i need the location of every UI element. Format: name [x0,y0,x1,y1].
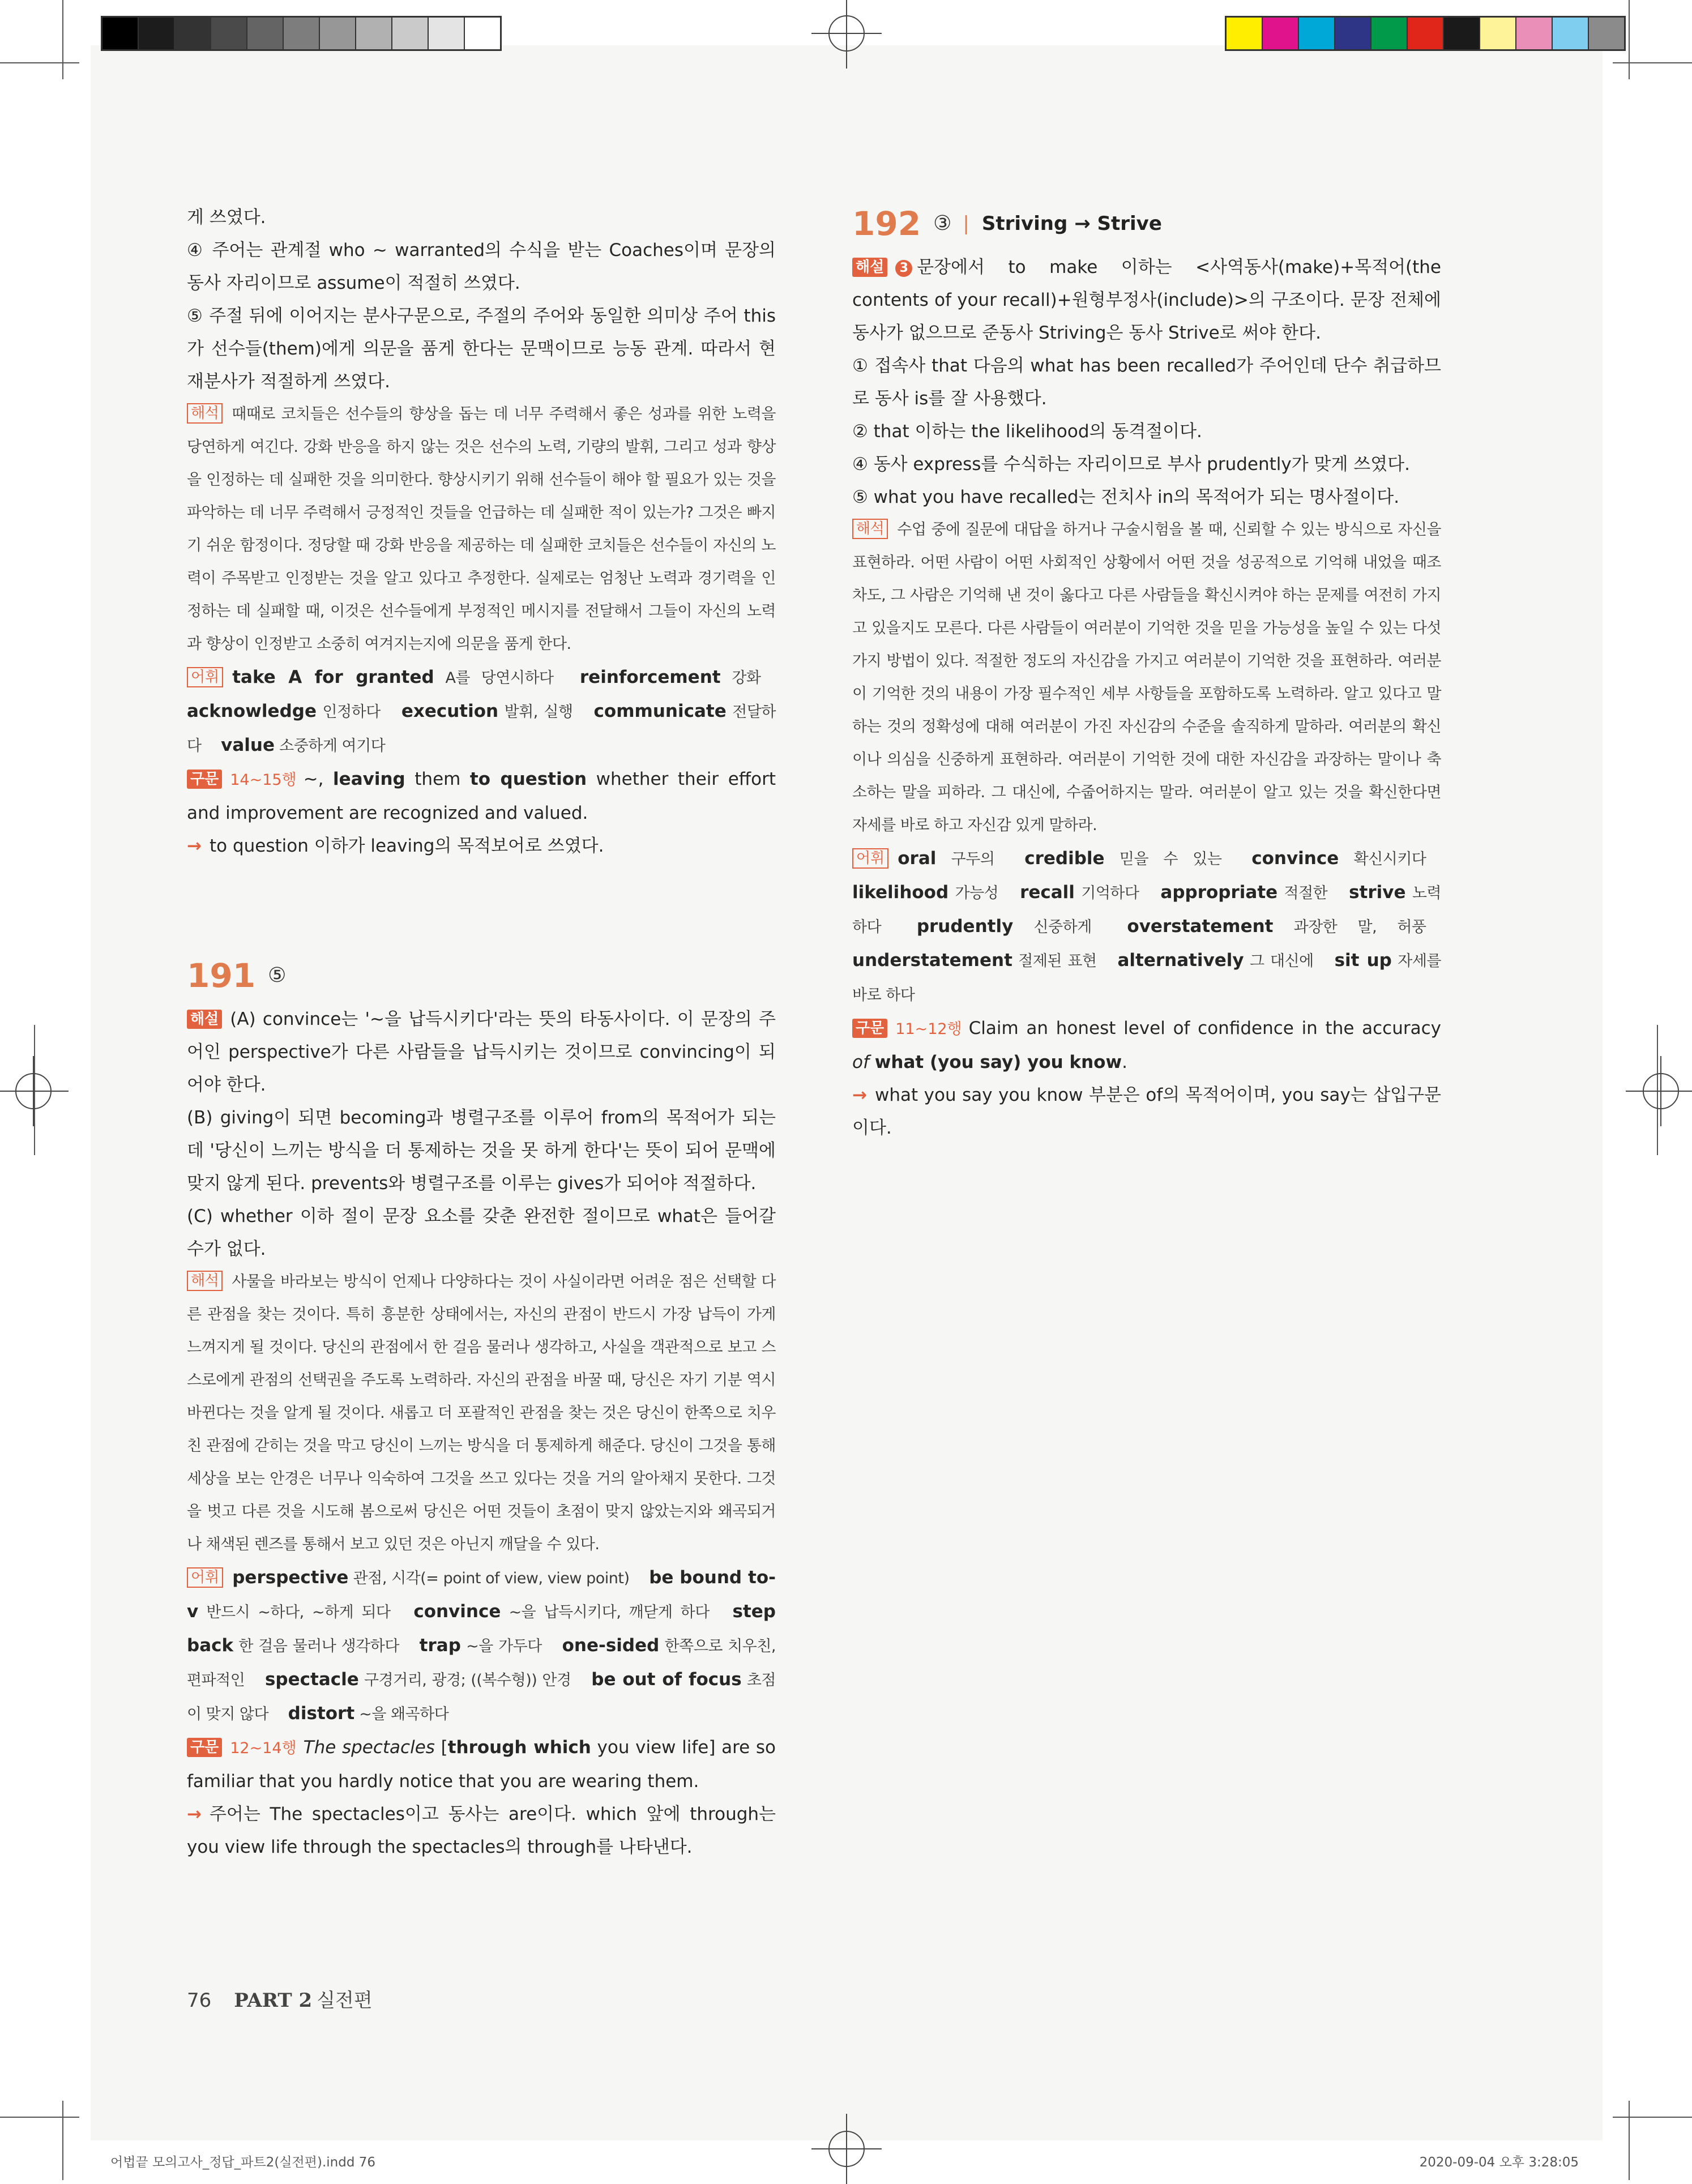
vocab-list [187,1567,776,1724]
arrow-icon: → [187,1804,202,1824]
vocabulary-block [187,1561,776,1731]
syntax-tag: 구문 [187,1738,222,1757]
color-swatch [247,18,284,49]
syntax-text: you view life] are so familiar that you hardly notice that you are wearing them. [187,1737,776,1792]
syntax-tag: 구문 [187,770,222,789]
vocab-term: distort [288,1703,355,1724]
syntax-line-ref: 14~15행 [230,771,297,789]
crop-mark [1613,2117,1692,2118]
vocab-meaning: 한 걸음 물러나 생각하다 [233,1638,420,1655]
syntax-text: ~, [303,769,334,789]
crop-mark [62,2101,63,2180]
syntax-note [187,1798,776,1864]
vocab-meaning: 자세를 바로 하다 [852,952,1441,1004]
vocab-meaning: 강화 [720,669,776,687]
translation-tag: 해석 [187,403,223,424]
explanation-tag: 해설 [187,1010,222,1029]
vocab-term: overstatement [1127,916,1274,937]
explanation-line: 게 쓰였다. [187,207,266,228]
vocab-term: convince [413,1601,501,1622]
color-swatch [1516,18,1553,49]
vocab-term: reinforcement [579,667,721,687]
syntax-italic: of [852,1052,869,1072]
color-swatch [139,18,175,49]
color-swatch [1335,18,1371,49]
translation-tag: 해석 [187,1271,223,1291]
syntax-note-text: to question 이하가 leaving의 목적보어로 쓰였다. [209,836,604,856]
color-swatch [320,18,356,49]
vocab-meaning: 한쪽으로 치우친, 편파적인 [187,1638,776,1689]
gray-swatch-bar [101,16,502,51]
syntax-block [852,1012,1441,1079]
translation-text: 때때로 코치들은 선수들의 향상을 돕는 데 너무 주력해서 좋은 성과를 위한 노력을 당연하게 여긴다. 강화 반응을 하지 않는 것은 선수의 노력, 기량의 발휘, 그리고 성과 향상을 인정하는 데 실패한 것을 의미한다. 향상시키기 위해 선수들이 해야 할 필요가 있는 것을 파악하는 데 너무 주력해서 긍정적인 것들을 언급하는 데 실패한 적이 있는가? 그것은 빠지기 쉬운 함정이다. 정당할 때 강화 반응을 제공하는 데 실패한 코치들은 선수들이 자신의 노력이 주목받고 인정받는 것을 알고 있다고 추정한다. 실제로는 엄청난 노력과 경기력을 인정하는 데 실패할 때, 이것은 선수들에게 부정적인 메시지를 전달해서 그들이 자신의 노력과 향상이 인정받고 소중히 여겨지는지에 의문을 품게 한다. [187,405,776,653]
vocabulary-tag: 어휘 [187,1567,223,1588]
vocab-meaning: 과장한 말, 허풍 [1273,918,1441,936]
color-swatch [356,18,392,49]
explanation-line [852,251,1441,349]
vocab-meaning: 노력하다 [852,884,1441,936]
registration-mark [1643,1073,1679,1109]
syntax-emphasis: through which [447,1737,591,1758]
vocab-meaning: 구두의 [936,850,1025,868]
right-column [852,201,1441,1144]
crop-mark [1613,62,1692,63]
question-header-192 [852,201,1441,246]
explanation-line: ⑤ 주절 뒤에 이어지는 분사구문으로, 주절의 주어와 동일한 의미상 주어 this가 선수들(them)에게 의문을 품게 한다는 문맥이므로 능동 관계. 따라서 현재분사가 적절하게 쓰였다. [187,306,776,392]
syntax-note-text: what you say you know 부분은 of의 목적어이며, you say는 삽입구문이다. [852,1085,1441,1138]
vocab-term: be out of focus [591,1669,742,1690]
translation-tag: 해석 [852,519,888,539]
vocab-term: oral [898,848,937,869]
arrow-icon: → [187,836,202,856]
vocab-term: take A for granted [232,667,434,687]
vocab-meaning: 소중하게 여기다 [275,737,400,755]
syntax-text: whether their effort and improvement are recognized and valued. [187,769,776,823]
vocab-meaning: A를 당연시하다 [434,669,580,687]
color-swatch [1227,18,1263,49]
separator: | [963,212,969,235]
print-slug-date: 2020-09-04 오후 3:28:05 [1419,2155,1579,2170]
explanation-line [187,1003,776,1101]
syntax-line-ref: 12~14행 [230,1739,297,1757]
explanation-line: (B) giving이 되면 becoming과 병렬구조를 이루어 from의 목적어가 되는데 '당신이 느끼는 방식을 더 통제하는 것을 못 하게 한다'는 뜻이 되어 문맥에 맞지 않게 된다. prevents와 병렬구조를 이루는 gives가 되어야 적절하다. [187,1108,776,1194]
color-swatch [1408,18,1444,49]
vocab-list [852,848,1441,1005]
vocabulary-block [852,842,1441,1012]
vocab-term: one-sided [562,1635,660,1656]
vocabulary-block [187,661,776,763]
vocab-term: likelihood [852,882,949,903]
question-number: 192 [852,204,921,243]
vocab-meaning: ~을 가두다 [460,1638,562,1655]
vocab-meaning: 절제된 표현 [1012,952,1118,970]
color-swatch [1371,18,1408,49]
vocab-meaning: 확신시키다 [1339,850,1441,868]
syntax-note-text: 주어는 The spectacles이고 동사는 are이다. which 앞에 through는 you view life through the spectacles의 through를 나타낸다. [187,1804,776,1857]
vocab-term: be bound to-v [187,1567,776,1622]
vocab-meaning: 믿을 수 있는 [1104,850,1252,868]
translation-text: 수업 중에 질문에 대답을 하거나 구술시험을 볼 때, 신뢰할 수 있는 방식으로 자신을 표현하라. 어떤 사람이 어떤 사회적인 상황에서 어떤 것을 성공적으로 기억해 내었을 때조차도, 그 사람은 기억해 낸 것이 옳다고 다른 사람들을 확신시켜야 하는 문제를 여전히 가지고 있을지도 모른다. 다른 사람들이 여러분이 기억한 것을 믿을 가능성을 높일 수 있는 다섯 가지 방법이 있다. 적절한 정도의 자신감을 가지고 여러분이 기억한 것을 표현하라. 여러분이 기억한 것의 내용이 가장 필수적인 세부 사항들을 포함하도록 노력하라. 알고 있다고 말하는 것의 정확성에 대해 여러분이 가진 자신감의 수준을 솔직하게 말하라. 여러분의 확신이나 의심을 신중하게 표현하라. 여러분이 기억한 것에 대한 자신감을 과장하는 말이나 축소하는 말을 피하라. 그 대신에, 수줍어하지는 말라. 여러분이 알고 있는 것을 확신한다면 자세를 바로 하고 자신감 있게 말하라. [852,521,1441,834]
vocab-term: perspective [232,1567,349,1588]
explanation-tag: 해설 [852,258,887,277]
registration-mark [15,1073,52,1109]
color-swatch [1444,18,1480,49]
vocab-term: prudently [916,916,1014,937]
answer-number-badge: 3 [895,260,912,277]
vocab-term: value [221,735,275,755]
vocab-term: execution [401,701,499,721]
color-swatch [211,18,247,49]
left-column [187,201,776,1864]
part-label: PART 2 [234,1989,313,2012]
syntax-block [187,763,776,830]
color-swatch [465,18,500,49]
color-swatch [1589,18,1624,49]
vocab-meaning: 인정하다 [316,703,401,721]
syntax-note [187,830,776,862]
vocab-term: trap [419,1635,461,1656]
vocab-meaning: 초점이 맞지 않다 [187,1672,776,1723]
crop-mark [0,62,79,63]
page-number: 76 [187,1989,212,2012]
color-swatch [429,18,465,49]
syntax-text: them [405,769,470,789]
vocab-term: communicate [593,701,727,721]
color-swatch [1263,18,1299,49]
explanation-text: (A) convince는 '~을 납득시키다'라는 뜻의 타동사이다. 이 문장의 주어인 perspective가 다른 사람들을 납득시키는 것이므로 convincing이 되어야 한다. [187,1009,776,1095]
option-note: ② that 이하는 the likelihood의 동격절이다. [852,421,1202,442]
vocab-meaning: 구경거리, 광경; ((복수형)) 안경 [358,1672,592,1689]
vocab-term: acknowledge [187,701,317,721]
syntax-emphasis: leaving [333,769,405,789]
translation-block [187,1266,776,1561]
vocab-meaning: 그 대신에 [1244,952,1335,970]
page-footer [187,1985,373,2012]
vocab-meaning: 적절한 [1277,884,1349,902]
question-header-191 [187,953,776,998]
vocab-meaning: 가능성 [948,884,1020,902]
syntax-emphasis: to question [469,769,587,789]
crop-mark [1629,2101,1630,2180]
answer-correction: Striving → Strive [981,212,1162,235]
question-number: 191 [187,956,256,995]
translation-text: 사물을 바라보는 방식이 언제나 다양하다는 것이 사실이라면 어려운 점은 선택할 다른 관점을 찾는 것이다. 특히 흥분한 상태에서는, 자신의 관점이 반드시 가장 납득이 가게 느껴지게 될 것이다. 당신의 관점에서 한 걸음 물러나 생각하고, 사실을 객관적으로 보고 스스로에게 관점의 선택권을 주도록 노력하라. 자신의 관점을 바꿀 때, 당신은 자기 기분 역시 바뀐다는 것을 알게 될 것이다. 새롭고 더 포괄적인 관점을 찾는 것은 당신이 한쪽으로 치우친 관점에 갇히는 것을 막고 당신이 느끼는 방식을 더 통제하게 해준다. 당신이 그것을 통해 세상을 보는 안경은 너무나 익숙하여 그것을 쓰고 있다는 것을 거의 알아채지 못한다. 그것을 벗고 다른 것을 시도해 봄으로써 당신은 어떤 것들이 초점이 맞지 않았는지와 왜곡되거나 채색된 렌즈를 통해서 보고 있던 것은 아닌지 깨달을 수 있다. [187,1273,776,1553]
color-swatch-bar [1225,16,1626,51]
part-title: 실전편 [317,1989,373,2012]
syntax-note [852,1079,1441,1144]
vocab-term: strive [1349,882,1406,903]
vocab-term: spectacle [264,1669,359,1690]
color-swatch [1553,18,1589,49]
crop-mark [1629,0,1630,79]
color-swatch [392,18,429,49]
explanation-line: (C) whether 이하 절이 문장 요소를 갖춘 완전한 절이므로 what은 들어갈 수가 없다. [187,1206,776,1259]
crop-mark [0,2117,79,2118]
translation-block [852,514,1441,842]
crop-mark [62,0,63,79]
color-swatch [284,18,320,49]
vocab-meaning: 기억하다 [1074,884,1161,902]
print-slug-file: 어법끝 모의고사_정답_파트2(실전편).indd 76 [110,2155,375,2170]
answer-mark: ③ [933,212,952,235]
syntax-emphasis: what (you say) you know [874,1052,1122,1072]
option-note: ① 접속사 that 다음의 what has been recalled가 주어인데 단수 취급하므로 동사 is를 잘 사용했다. [852,356,1441,409]
vocabulary-tag: 어휘 [852,848,888,869]
vocab-meaning: 반드시 ~하다, ~하게 되다 [198,1604,414,1621]
option-note: ④ 동사 express를 수식하는 자리이므로 부사 prudently가 맞게 쓰였다. [852,454,1410,475]
color-swatch [1299,18,1335,49]
vocab-term: understatement [852,950,1012,971]
color-swatch [175,18,211,49]
vocabulary-tag: 어휘 [187,667,223,687]
vocab-meaning: ~을 왜곡하다 [354,1706,464,1723]
syntax-text [869,1052,875,1072]
vocab-term: sit up [1334,950,1392,971]
arrow-icon: → [852,1085,867,1105]
syntax-text: . [1122,1052,1127,1072]
vocab-term: step back [187,1601,776,1656]
vocab-meaning: ~을 납득시키다, 깨닫게 하다 [501,1604,733,1621]
option-note: ⑤ what you have recalled는 전치사 in의 목적어가 되는 명사절이다. [852,487,1400,507]
syntax-tag: 구문 [852,1019,887,1038]
syntax-text: Claim an honest level of confidence in the accuracy [968,1018,1441,1038]
explanation-text: 문장에서 to make 이하는 <사역동사(make)+목적어(the contents of your recall)+원형부정사(include)>의 구조이다. 문장 전체에 동사가 없으므로 준동사 Striving은 동사 Strive로 써야 한다. [852,257,1441,343]
vocab-meaning: 발휘, 실행 [498,703,594,721]
color-swatch [1480,18,1516,49]
vocab-list [187,667,776,755]
vocab-term: appropriate [1160,882,1278,903]
vocab-term: alternatively [1117,950,1244,971]
syntax-line-ref: 11~12행 [895,1020,962,1038]
answer-mark: ⑤ [268,964,287,987]
vocab-term: convince [1251,848,1339,869]
translation-block [187,398,776,661]
vocab-meaning: 신중하게 [1013,918,1127,936]
vocab-meaning: 전달하다 [187,703,776,755]
vocab-term: recall [1020,882,1075,903]
vocab-term: credible [1024,848,1105,869]
color-swatch [102,18,139,49]
syntax-text: [ [434,1737,448,1758]
syntax-block [187,1731,776,1798]
syntax-italic: The spectacles [303,1737,435,1758]
explanation-line: ④ 주어는 관계절 who ~ warranted의 수식을 받는 Coaches이며 문장의 동사 자리이므로 assume이 적절히 쓰였다. [187,240,776,293]
vocab-meaning: 관점, 시각(= point of view, view point) [348,1570,650,1587]
registration-mark [828,2131,865,2167]
registration-mark [828,15,865,52]
